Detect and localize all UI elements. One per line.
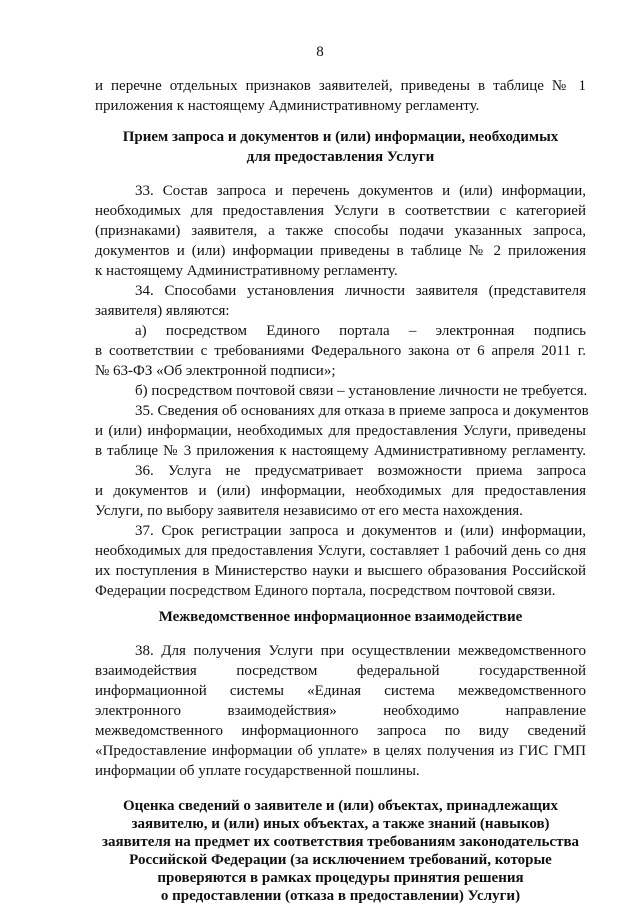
text-line: и перечне отдельных признаков заявителей, приведены в таблице № 1 <box>95 78 586 94</box>
section-heading: проверяются в рамках процедуры принятия решения <box>157 870 524 886</box>
text-line: к настоящему Административному регламенту. <box>95 263 398 279</box>
text-line: 33. Состав запроса и перечень документов и (или) информации, <box>135 183 586 199</box>
text-line: электронного взаимодействия» необходимо направление <box>95 703 586 719</box>
text-line: (признаками) заявителя, а также способы подачи указанных запроса, <box>95 223 586 239</box>
section-heading: Межведомственное информационное взаимодействие <box>158 609 523 625</box>
text-line: взаимодействия посредством федеральной государственной <box>95 663 586 679</box>
text-line: б) посредством почтовой связи – установление личности не требуется. <box>135 383 588 399</box>
text-line: информационной системы «Единая система межведомственного <box>95 683 586 699</box>
section-heading: Оценка сведений о заявителе и (или) объектах, принадлежащих <box>122 798 559 814</box>
section-heading: Прием запроса и документов и (или) информации, необходимых <box>122 129 559 145</box>
text-line: их поступления в Министерство науки и высшего образования Российской <box>95 563 586 579</box>
text-line: № 63-ФЗ «Об электронной подписи»; <box>95 363 336 379</box>
text-line: необходимых для предоставления Услуги, составляет 1 рабочий день со дня <box>95 543 586 559</box>
section-heading: заявителю, и (или) иных объектах, а также знаний (навыков) <box>131 816 550 832</box>
text-line: 38. Для получения Услуги при осуществлении межведомственного <box>135 643 586 659</box>
text-line: и документов и (или) информации, необходимых для предоставления <box>95 483 586 499</box>
text-line: 36. Услуга не предусматривает возможности приема запроса <box>135 463 586 479</box>
section-heading: для предоставления Услуги <box>246 149 435 165</box>
text-line: «Предоставление информации об уплате» в целях получения из ГИС ГМП <box>95 743 586 759</box>
text-line: документов и (или) информации приведены в таблице № 2 приложения <box>95 243 586 259</box>
text-line: 37. Срок регистрации запроса и документов и (или) информации, <box>135 523 586 539</box>
text-line: Федерации посредством Единого портала, посредством почтовой связи. <box>95 583 556 599</box>
text-line: в соответствии с требованиями Федерального закона от 6 апреля 2011 г. <box>95 343 586 359</box>
text-line: в таблице № 3 приложения к настоящему Административному регламенту. <box>95 443 586 459</box>
section-heading: заявителя на предмет их соответствия требованиям законодательства <box>101 834 580 850</box>
text-line: приложения к настоящему Административному регламенту. <box>95 98 480 114</box>
section-heading: о предоставлении (отказа в предоставлении) Услуги) <box>160 888 521 904</box>
text-line: межведомственного информационного запроса по виду сведений <box>95 723 586 739</box>
text-line: необходимых для предоставления Услуги в соответствии с категорией <box>95 203 586 219</box>
text-line: а) посредством Единого портала – электронная подпись <box>135 323 586 339</box>
page-number: 8 <box>316 44 324 60</box>
text-line: информации об уплате государственной пошлины. <box>95 763 420 779</box>
text-line: 34. Способами установления личности заявителя (представителя <box>135 283 586 299</box>
text-line: Услуги, по выбору заявителя независимо от его места нахождения. <box>95 503 523 519</box>
section-heading: Российской Федерации (за исключением требований, которые <box>129 852 552 868</box>
text-line: 35. Сведения об основаниях для отказа в приеме запроса и документов <box>135 403 589 419</box>
text-line: заявителя) являются: <box>95 303 230 319</box>
text-line: и (или) информации, необходимых для предоставления Услуги, приведены <box>95 423 586 439</box>
